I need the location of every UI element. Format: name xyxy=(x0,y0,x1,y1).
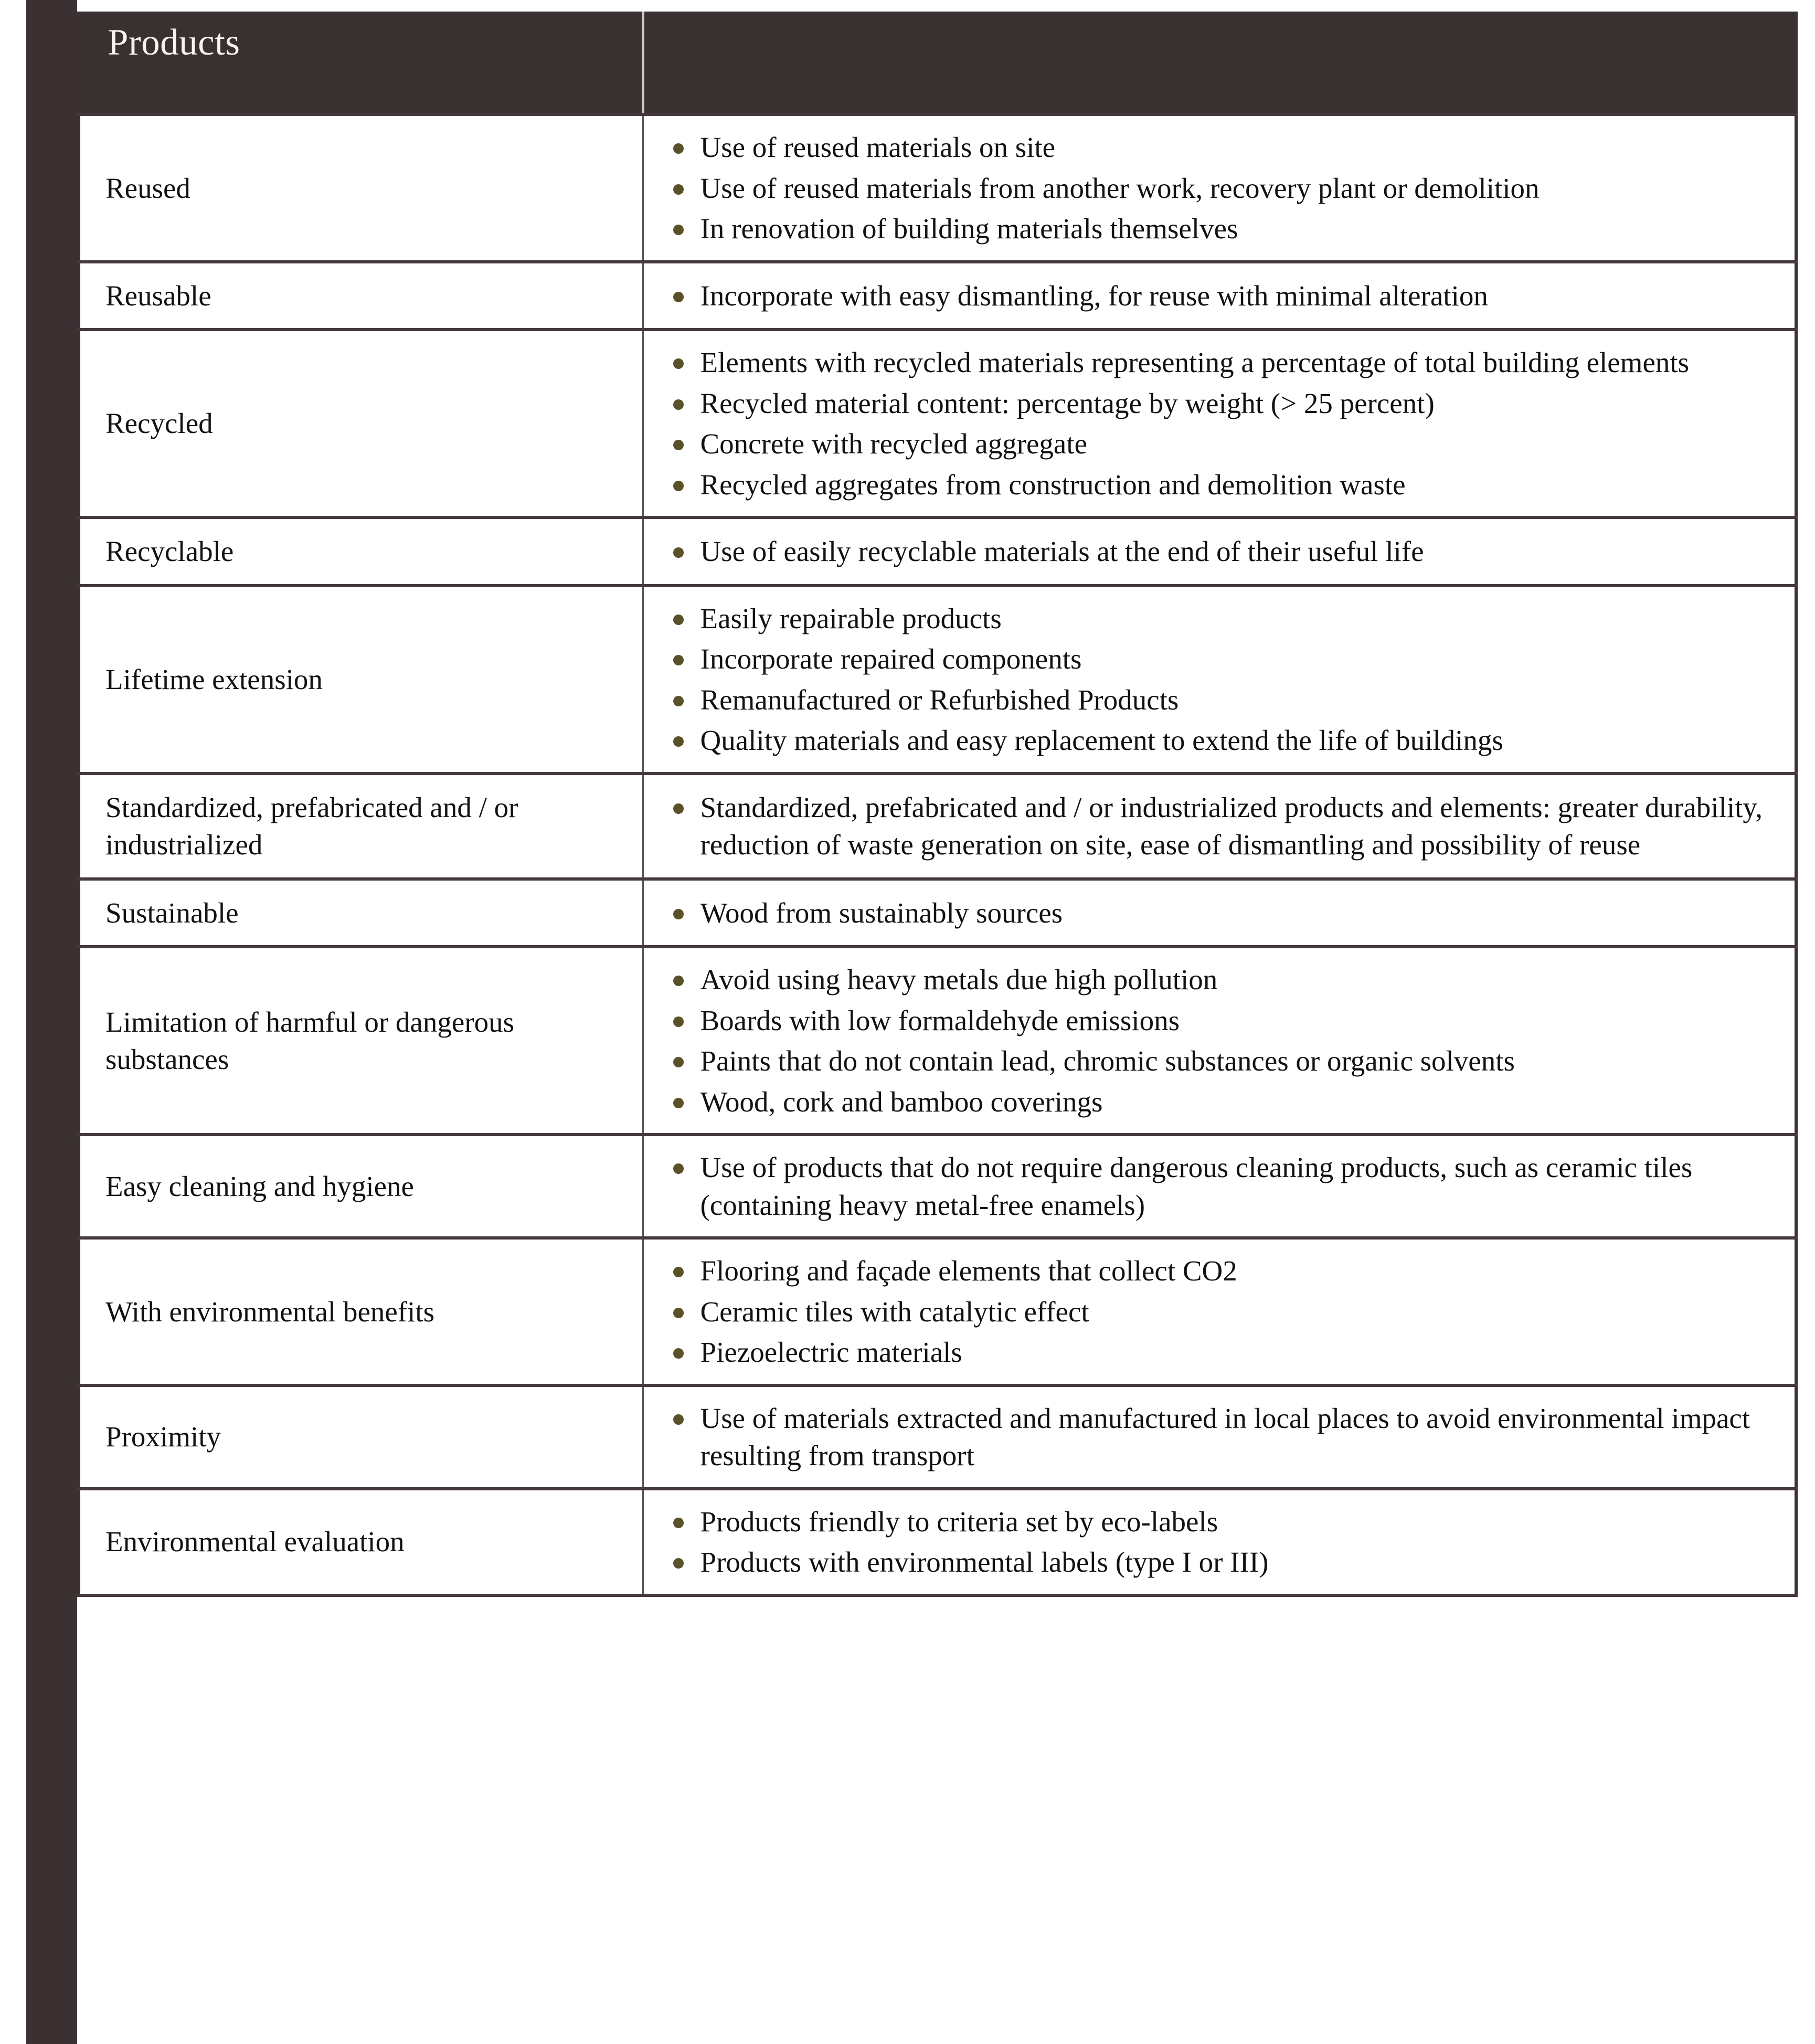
table-body xyxy=(79,114,1796,1595)
row-label-cell: Environmental evaluation xyxy=(79,1489,643,1595)
products-table-container xyxy=(77,12,1795,1597)
table-header-row xyxy=(79,12,1796,114)
bullet-list-item: Quality materials and easy replacement to extend the life of buildings xyxy=(644,722,1777,759)
bullet-list-item: Remanufactured or Refurbished Products xyxy=(644,681,1777,719)
bullet-list-item: Use of reused materials on site xyxy=(644,129,1777,166)
header-cell-products xyxy=(79,12,643,114)
bullet-list-item: Incorporate with easy dismantling, for reuse with minimal alteration xyxy=(644,277,1777,315)
bullet-list xyxy=(644,1503,1777,1581)
bullet-list xyxy=(644,789,1777,864)
bullet-list-item: Avoid using heavy metals due high pollution xyxy=(644,961,1777,999)
bullet-list-item: Recycled material content: percentage by weight (> 25 percent) xyxy=(644,385,1777,422)
row-items-cell xyxy=(643,947,1796,1135)
table-row xyxy=(79,262,1796,330)
table-row xyxy=(79,1135,1796,1238)
row-items-cell xyxy=(643,586,1796,774)
table-row xyxy=(79,947,1796,1135)
row-items-cell xyxy=(643,879,1796,947)
bullet-list-item: Flooring and façade elements that collect CO2 xyxy=(644,1252,1777,1290)
bullet-list-item: In renovation of building materials themselves xyxy=(644,210,1777,248)
row-items-cell xyxy=(643,114,1796,262)
bullet-list xyxy=(644,961,1777,1120)
table-row xyxy=(79,774,1796,879)
row-label-cell: Lifetime extension xyxy=(79,586,643,774)
row-items-cell xyxy=(643,774,1796,879)
row-label-cell: Reusable xyxy=(79,262,643,330)
row-items-cell xyxy=(643,1238,1796,1385)
bullet-list xyxy=(644,600,1777,759)
bullet-list-item: Use of materials extracted and manufactured in local places to avoid environmental impact resulting from transport xyxy=(644,1400,1777,1475)
table-row xyxy=(79,1385,1796,1489)
bullet-list-item: Ceramic tiles with catalytic effect xyxy=(644,1293,1777,1331)
bullet-list xyxy=(644,277,1777,315)
header-title-blank xyxy=(644,12,1795,22)
bullet-list-item: Concrete with recycled aggregate xyxy=(644,425,1777,463)
row-items-cell xyxy=(643,1135,1796,1238)
header-title-products: Products xyxy=(108,22,240,63)
bullet-list xyxy=(644,533,1777,570)
table-row xyxy=(79,1238,1796,1385)
left-margin-band xyxy=(26,0,77,2044)
header-cell-blank xyxy=(643,12,1796,114)
row-items-cell xyxy=(643,1385,1796,1489)
bullet-list-item: Elements with recycled materials representing a percentage of total building elements xyxy=(644,344,1777,382)
bullet-list-item: Use of reused materials from another work, recovery plant or demolition xyxy=(644,170,1777,207)
bullet-list-item: Paints that do not contain lead, chromic substances or organic solvents xyxy=(644,1042,1777,1080)
row-label-cell: Proximity xyxy=(79,1385,643,1489)
row-items-cell xyxy=(643,262,1796,330)
row-label-cell: Standardized, prefabricated and / or industrialized xyxy=(79,774,643,879)
row-label-cell: Limitation of harmful or dangerous substances xyxy=(79,947,643,1135)
bullet-list xyxy=(644,344,1777,503)
row-items-cell xyxy=(643,517,1796,586)
row-label-cell: Recyclable xyxy=(79,517,643,586)
bullet-list-item: Use of easily recyclable materials at the end of their useful life xyxy=(644,533,1777,570)
table-row xyxy=(79,517,1796,586)
table-header xyxy=(79,12,1796,114)
row-items-cell xyxy=(643,330,1796,517)
bullet-list-item: Easily repairable products xyxy=(644,600,1777,638)
bullet-list xyxy=(644,129,1777,248)
bullet-list-item: Wood, cork and bamboo coverings xyxy=(644,1083,1777,1121)
bullet-list-item: Incorporate repaired components xyxy=(644,640,1777,678)
bullet-list-item: Piezoelectric materials xyxy=(644,1333,1777,1371)
bullet-list-item: Use of products that do not require dangerous cleaning products, such as ceramic tiles (containing heavy metal-free enamels) xyxy=(644,1149,1777,1224)
row-label-cell: With environmental benefits xyxy=(79,1238,643,1385)
bullet-list-item: Standardized, prefabricated and / or industrialized products and elements: greater durability, reduction of waste generation on site, ease of dismantling and possibility of reuse xyxy=(644,789,1777,864)
row-label-cell: Recycled xyxy=(79,330,643,517)
bullet-list xyxy=(644,894,1777,932)
table-row xyxy=(79,330,1796,517)
table-row xyxy=(79,586,1796,774)
table-row xyxy=(79,879,1796,947)
bullet-list xyxy=(644,1149,1777,1224)
bullet-list xyxy=(644,1400,1777,1475)
bullet-list-item: Recycled aggregates from construction and demolition waste xyxy=(644,466,1777,504)
row-label-cell: Reused xyxy=(79,114,643,262)
row-items-cell xyxy=(643,1489,1796,1595)
bullet-list-item: Products with environmental labels (type I or III) xyxy=(644,1543,1777,1581)
products-table xyxy=(77,12,1798,1597)
row-label-cell: Sustainable xyxy=(79,879,643,947)
bullet-list xyxy=(644,1252,1777,1371)
table-row xyxy=(79,1489,1796,1595)
bullet-list-item: Products friendly to criteria set by eco-labels xyxy=(644,1503,1777,1541)
table-row xyxy=(79,114,1796,262)
row-label-cell: Easy cleaning and hygiene xyxy=(79,1135,643,1238)
bullet-list-item: Wood from sustainably sources xyxy=(644,894,1777,932)
bullet-list-item: Boards with low formaldehyde emissions xyxy=(644,1002,1777,1040)
